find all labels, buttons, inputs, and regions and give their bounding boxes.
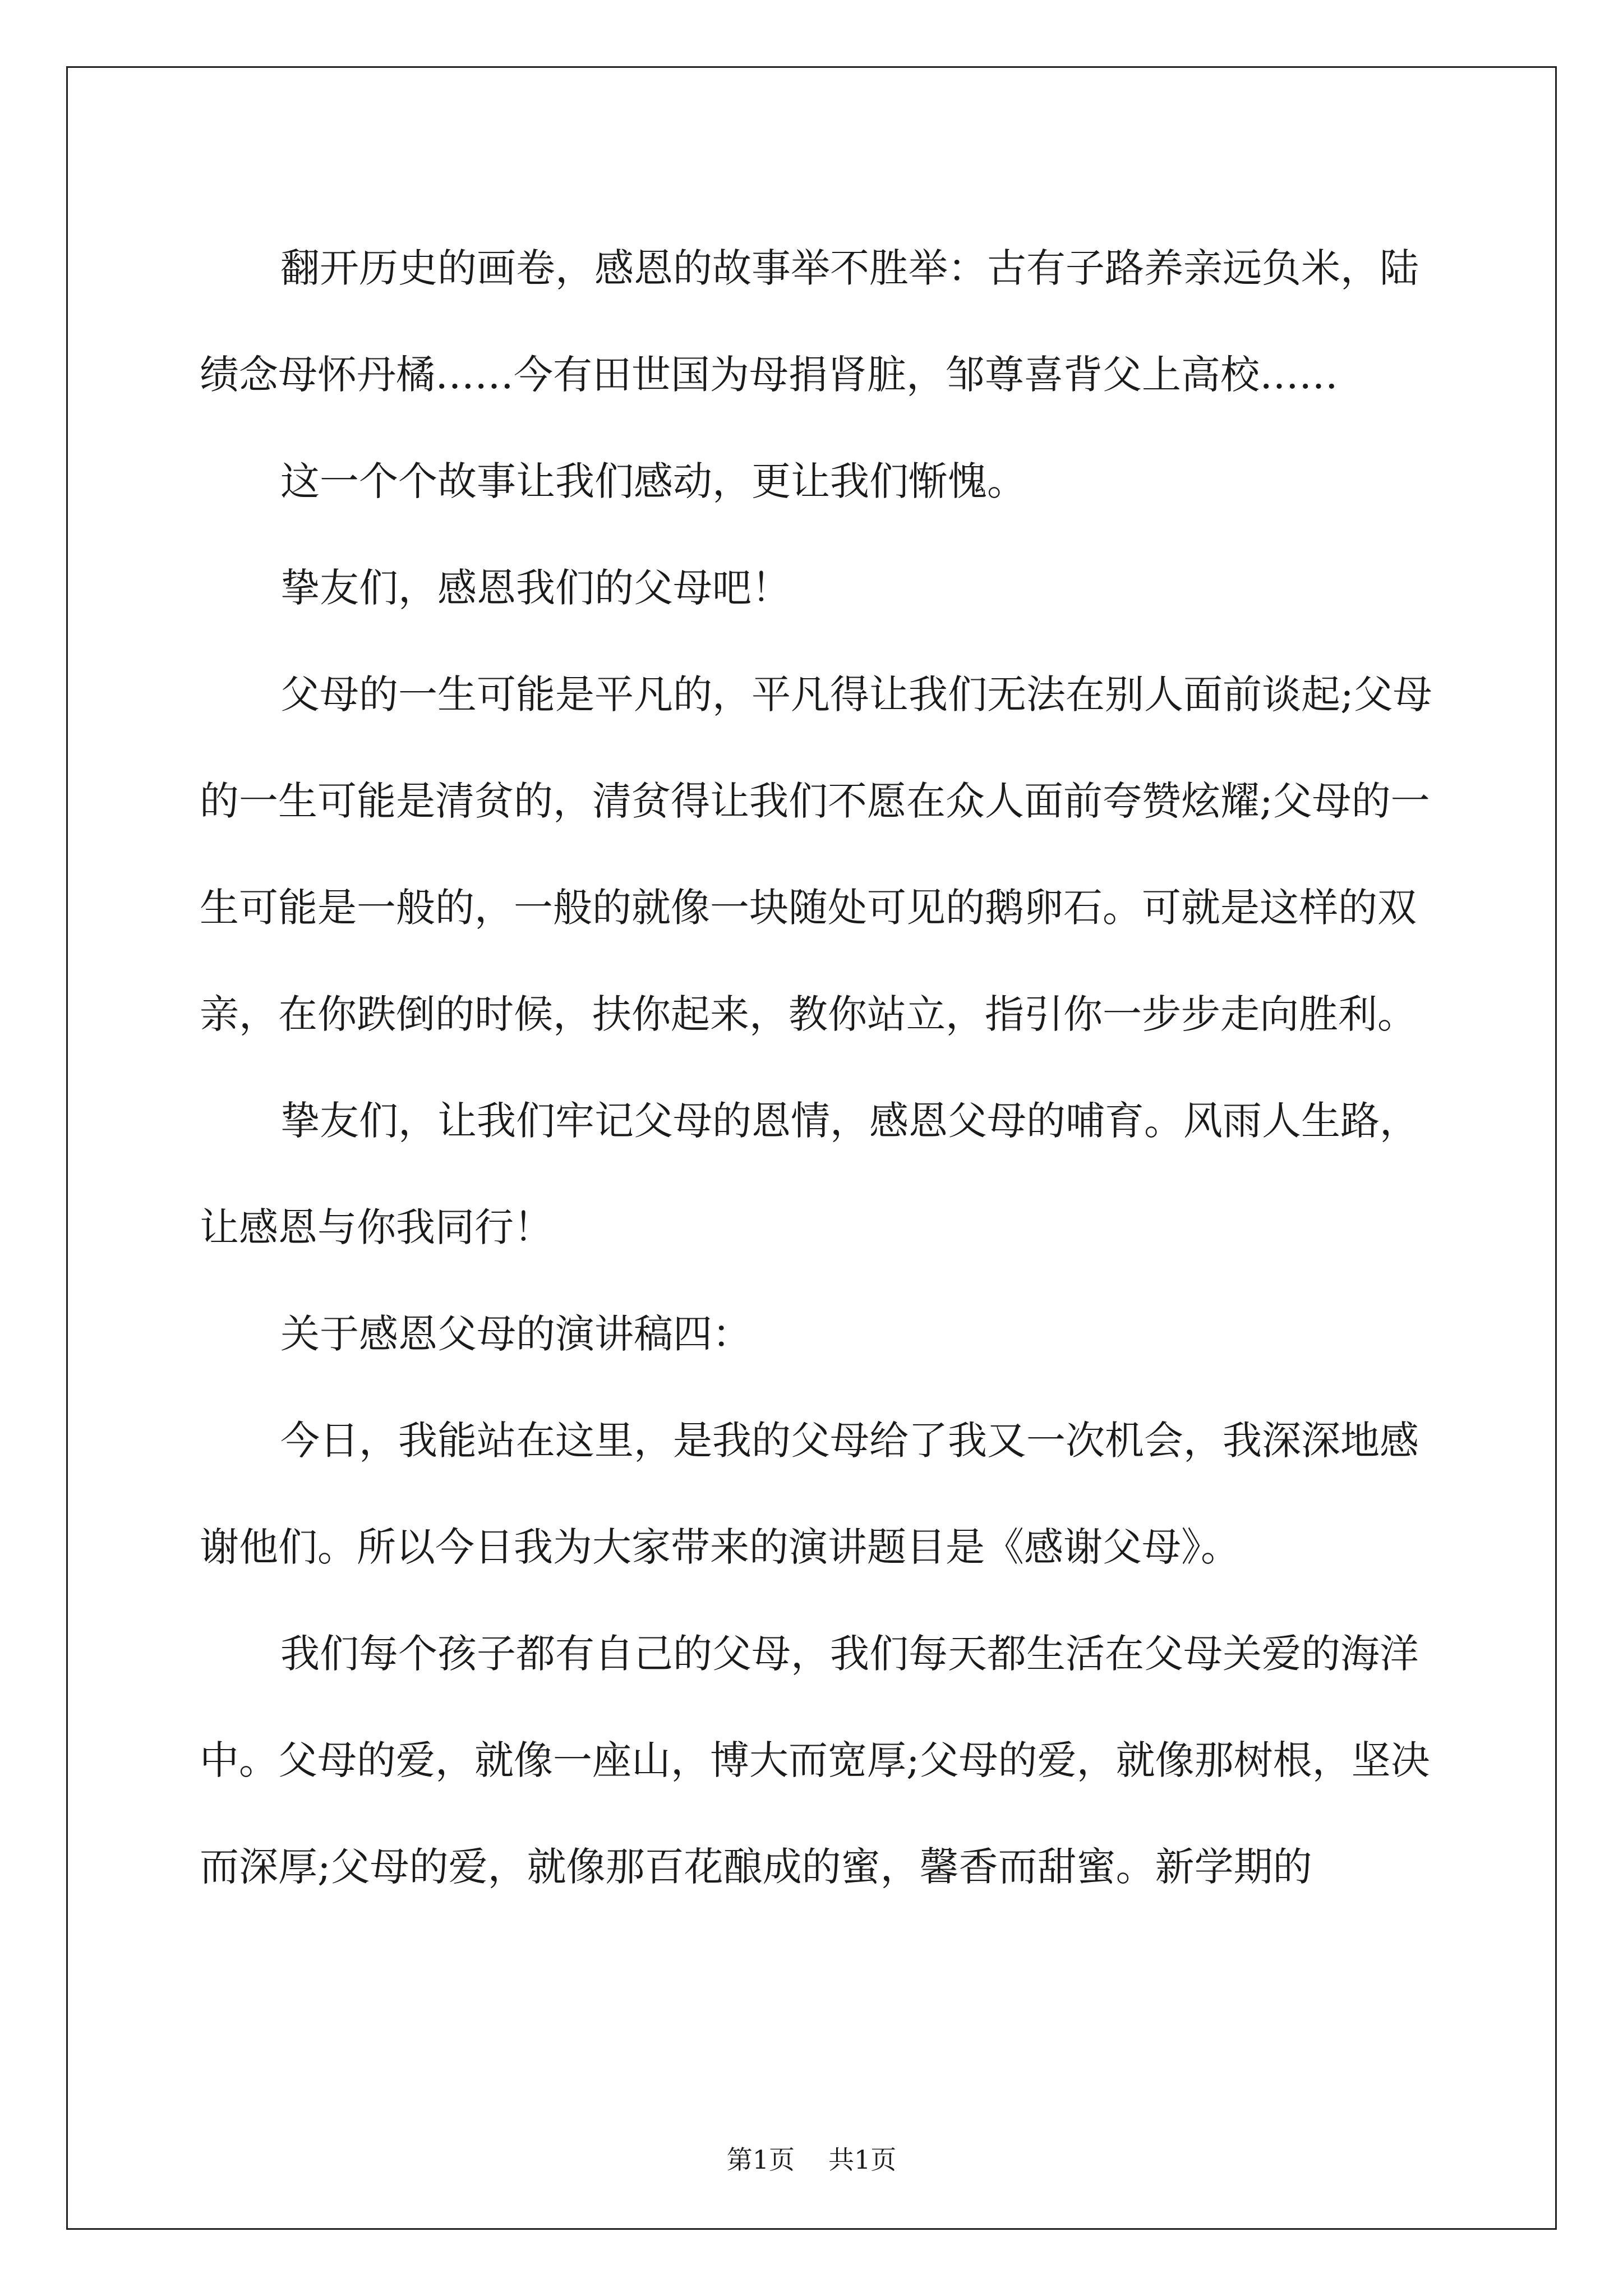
section-heading: 关于感恩父母的演讲稿四： [280, 1311, 751, 1357]
page-number-total: 共1页 [828, 2145, 897, 2175]
paragraph-4: 父母的一生可能是平凡的，平凡得让我们无法在别人面前谈起;父母的一生可能是清贫的，清贫得让我们不愿在众人面前夸赞炫耀;父母的一生可能是一般的，一般的就像一块随处可见的鹅卵石。可就是这样的双亲，在你跌倒的时候，扶你起来，教你站立，指引你一步步走向胜利。 [200, 671, 1432, 1037]
page-number-current: 第1页 [726, 2145, 795, 2175]
paragraph-1: 翻开历史的画卷，感恩的故事举不胜举：古有子路养亲远负米，陆绩念母怀丹橘……今有田世国为母捐肾脏，邹尊喜背父上高校…… [200, 245, 1419, 398]
paragraph-7: 我们每个孩子都有自己的父母，我们每天都生活在父母关爱的海洋中。父母的爱，就像一座山，博大而宽厚;父母的爱，就像那树根，坚决而深厚;父母的爱，就像那百花酿成的蜜，馨香而甜蜜。新学期的 [200, 1631, 1430, 1890]
paragraph-3: 挚友们，感恩我们的父母吧！ [280, 565, 791, 611]
paragraph-6: 今日，我能站在这里，是我的父母给了我又一次机会，我深深地感谢他们。所以今日我为大家带来的演讲题目是《感谢父母》。 [200, 1418, 1419, 1570]
page-footer [0, 2143, 1623, 2177]
document-body [200, 215, 1433, 1920]
paragraph-5: 挚友们，让我们牢记父母的恩情，感恩父母的哺育。风雨人生路，让感恩与你我同行！ [200, 1098, 1419, 1250]
paragraph-2: 这一个个故事让我们感动，更让我们惭愧。 [280, 458, 1026, 504]
